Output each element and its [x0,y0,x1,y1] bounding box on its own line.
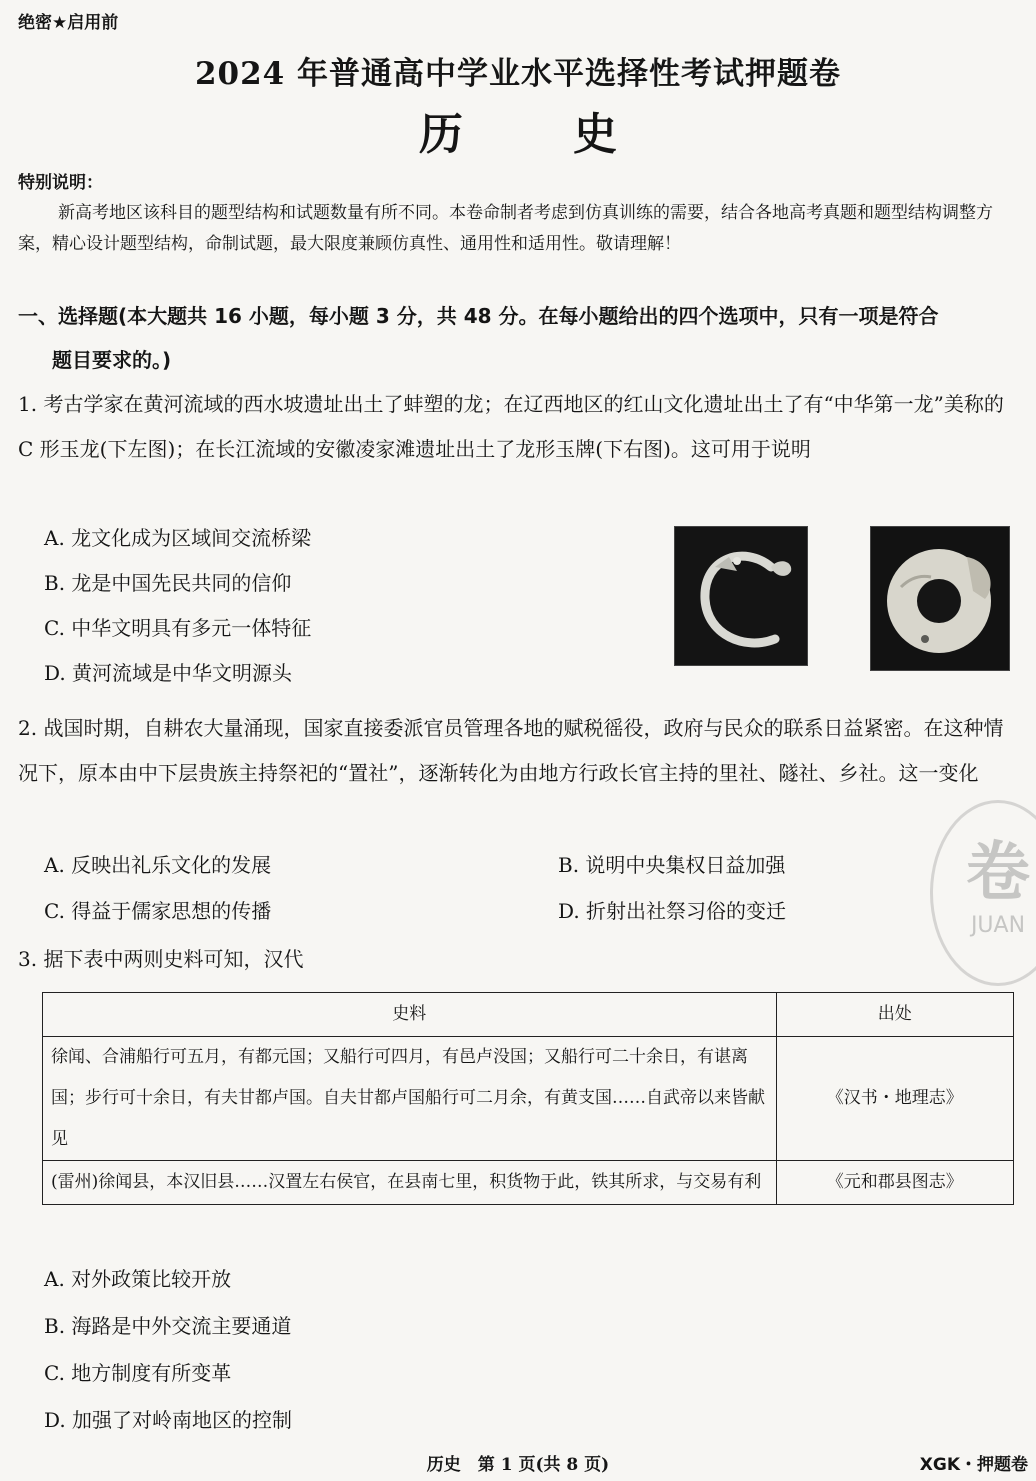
table-header-row [43,993,1014,1037]
c-shaped-jade-dragon-image [674,526,808,666]
table-cell-source: 徐闻、合浦船行可五月，有都元国；又船行可四月，有邑卢没国；又船行可二十余日，有谌离国；步行可十余日，有夫甘都卢国。自夫甘都卢国船行可二月余，有黄支国……自武帝以来皆献见 [43,1037,777,1161]
question-3-stem: 3. 据下表中两则史料可知，汉代 [18,947,304,971]
table-row [43,1037,1014,1161]
section-heading-line2: 题目要求的。) [52,348,172,372]
question-2-option-a[interactable] [44,843,584,888]
question-2-option-b-text: B. 说明中央集权日益加强 [558,853,786,877]
table-row [43,1161,1014,1205]
question-3-option-a[interactable]: A. 对外政策比较开放 [44,1267,232,1291]
question-2-option-d-text: D. 折射出社祭习俗的变迁 [558,899,787,923]
question-3-option-b[interactable]: B. 海路是中外交流主要通道 [44,1314,292,1338]
question-1-option-d[interactable]: D. 黄河流域是中华文明源头 [44,661,293,685]
question-1-option-c[interactable]: C. 中华文明具有多元一体特征 [44,616,312,640]
dragon-shaped-jade-plaque-image [870,526,1010,671]
table-cell-source: (雷州)徐闻县，本汉旧县……汉置左右侯官，在县南七里，积货物于此，铁其所求，与交易有利 [43,1161,777,1205]
question-3-option-c[interactable]: C. 地方制度有所变革 [44,1361,232,1385]
question-1-options [44,516,584,696]
question-3-options [44,1256,584,1444]
question-3-option-d[interactable]: D. 加强了对岭南地区的控制 [44,1408,293,1432]
table-header-origin: 出处 [776,993,1013,1037]
secret-label: 绝密★启用前 [18,13,119,33]
stamp-text: JUAN [970,913,1026,938]
subject-title: 历史 [419,109,727,160]
source-table [42,992,1014,1205]
note-text: 新高考地区该科目的题型结构和试题数量有所不同。本卷命制者考虑到仿真训练的需要，结合各地高考真题和题型结构调整方案，精心设计题型结构，命制试题，最大限度兼顾仿真性、通用性和适用性。敬请理解！ [18,203,993,254]
exam-title: 2024 年普通高中学业水平选择性考试押题卷 [194,56,842,92]
section-heading-line1: 一、选择题(本大题共 16 小题，每小题 3 分，共 48 分。在每小题给出的四个选项中，只有一项是符合 [18,304,939,328]
note-label: 特别说明： [18,173,103,193]
question-2-stem: 2. 战国时期，自耕农大量涌现，国家直接委派官员管理各地的赋税徭役，政府与民众的联系日益紧密。在这种情况下，原本由中下层贵族主持祭祀的“置社”，逐渐转化为由地方行政长官主持的里社、隧社、乡社。这一变化 [18,716,1004,785]
section-heading [18,294,1018,382]
table-cell-origin: 《元和郡县图志》 [776,1161,1013,1205]
question-1-stem: 1. 考古学家在黄河流域的西水坡遗址出土了蚌塑的龙；在辽西地区的红山文化遗址出土了有“中华第一龙”美称的 C 形玉龙(下左图)；在长江流域的安徽凌家滩遗址出土了龙形玉牌(下右图)。这可用于说明 [18,392,1004,461]
question-1-option-a[interactable]: A. 龙文化成为区域间交流桥梁 [44,526,312,550]
table-header-source: 史料 [43,993,777,1037]
question-2-option-c[interactable] [44,889,584,934]
question-2-option-c-text: C. 得益于儒家思想的传播 [44,899,272,923]
table-cell-origin: 《汉书・地理志》 [776,1037,1013,1161]
question-2-option-a-text: A. 反映出礼乐文化的发展 [44,853,272,877]
stamp-char: 卷 [966,835,1030,910]
exam-code: XGK・押题卷 [919,1455,1028,1475]
page-number: 历史 第 1 页(共 8 页) [426,1455,610,1475]
question-1-option-b[interactable]: B. 龙是中国先民共同的信仰 [44,571,292,595]
